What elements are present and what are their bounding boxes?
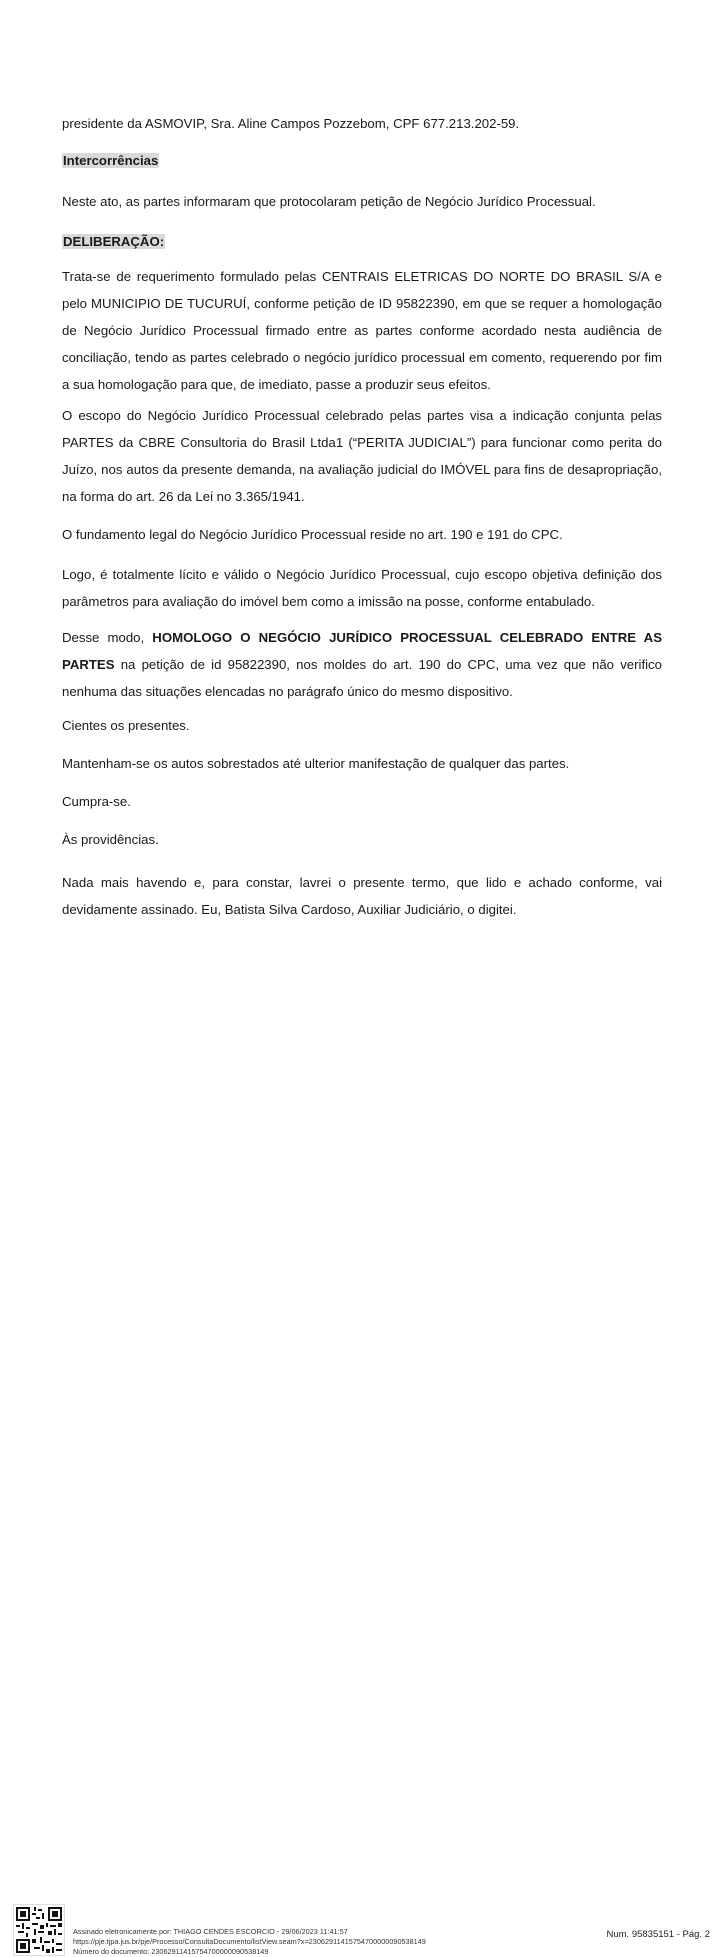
heading-intercorrencias-text: Intercorrências (63, 153, 159, 168)
paragraph-fundamento: O fundamento legal do Negócio Jurídico Processual reside no art. 190 e 191 do CPC. (62, 527, 563, 542)
heading-deliberacao (62, 228, 662, 255)
homologo-bold: HOMOLOGO O NEGÓCIO JURÍDICO PROCESSUAL CELEBRADO ENTRE AS PARTES (62, 630, 662, 672)
page-reference: Num. 95835151 - Pág. 2 (606, 1929, 710, 1940)
paragraph-cientes: Cientes os presentes. (62, 718, 190, 733)
signature-doc-number: Número do documento: 23062911415754700000090538149 (73, 1947, 269, 1956)
paragraph-intercorrencias: Neste ato, as partes informaram que protocolaram petição de Negócio Jurídico Processual. (62, 194, 596, 209)
heading-deliberacao-text: DELIBERAÇÃO: (63, 234, 165, 249)
paragraph-providencias: Às providências. (62, 832, 159, 847)
homologo-prefix: Desse modo, (62, 630, 153, 645)
heading-intercorrencias (62, 147, 662, 174)
paragraph-asmovip: presidente da ASMOVIP, Sra. Aline Campos Pozzebom, CPF 677.213.202-59. (62, 116, 520, 131)
paragraph-encerramento: Nada mais havendo e, para constar, lavrei o presente termo, que lido e achado conforme, vai devidamente assinado. Eu, Batista Silva Cardoso, Auxiliar Judiciário, o digitei. (62, 875, 662, 917)
paragraph-escopo: O escopo do Negócio Jurídico Processual celebrado pelas partes visa a indicação conjunta pelas PARTES da CBRE Consultoria do Brasil Ltda1 (“PERITA JUDICIAL”) para funcionar como perita do Juízo, nos autos da presente demanda, na avaliação judicial do IMÓVEL para fins de desapropriação, na forma do art. 26 da Lei no 3.365/1941. (62, 408, 662, 504)
paragraph-homologo (62, 624, 662, 705)
signature-signed-by: Assinado eletronicamente por: THIAGO CENDES ESCORCIO - 29/06/2023 11:41:57 (73, 1927, 348, 1936)
paragraph-requerimento: Trata-se de requerimento formulado pelas CENTRAIS ELETRICAS DO NORTE DO BRASIL S/A e pelo MUNICIPIO DE TUCURUÍ, conforme petição de ID 95822390, em que se requer a homologação de Negócio Jurídico Processual firmado entre as partes conforme acordado nesta audiência de conciliação, tendo as partes celebrado o negócio jurídico processual em comento, requerendo por fim a sua homologação para que, de imediato, passe a produzir seus efeitos. (62, 269, 662, 392)
qr-code-icon[interactable] (13, 1904, 65, 1956)
signature-url[interactable]: https://pje.tjpa.jus.br/pje/Processo/ConsultaDocumento/listView.seam?x=23062911415754700000090538149 (73, 1937, 426, 1946)
paragraph-cumpra: Cumpra-se. (62, 794, 131, 809)
paragraph-licito: Logo, é totalmente lícito e válido o Negócio Jurídico Processual, cujo escopo objetiva definição dos parâmetros para avaliação do imóvel bem como a imissão na posse, conforme entabulado. (62, 567, 662, 609)
qr-code-graphic (14, 1905, 64, 1955)
paragraph-mantenham: Mantenham-se os autos sobrestados até ulterior manifestação de qualquer das partes. (62, 756, 570, 771)
signature-footer (0, 950, 724, 1956)
homologo-suffix: na petição de id 95822390, nos moldes do art. 190 do CPC, uma vez que não verifico nenhuma das situações elencadas no parágrafo único do mesmo dispositivo. (62, 657, 662, 699)
